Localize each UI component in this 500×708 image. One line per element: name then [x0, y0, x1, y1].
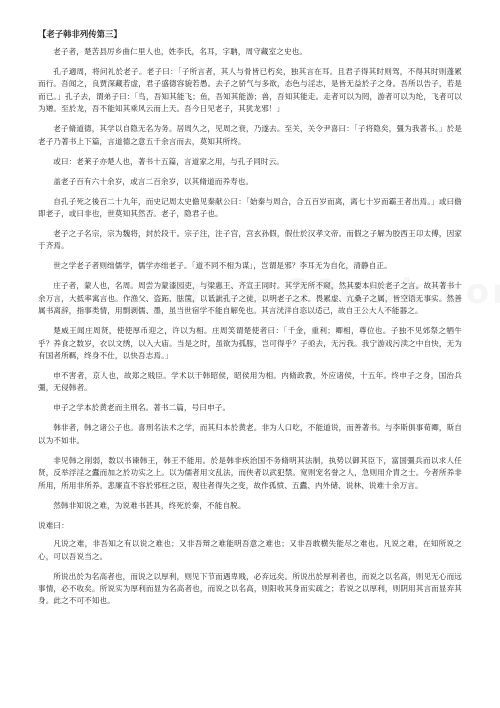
paragraph: 庄子者，蒙人也，名周。周尝为蒙漆园吏，与梁惠王、齐宣王同时。其学无所不窥，然其要本归於老子之言。故其著书十余万言，大抵率寓言也。作渔父、盗跖、胠箧，以诋訿孔子之徒，以明老子之术。畏累虚、亢桑子之属，皆空语无事实。然善属书离辞，指事类情，用剽剥儒、墨，虽当世宿学不能自解免也。其言洸洋自恣以适己，故自王公大人不能器之。: [38, 281, 462, 316]
paragraph: 盖老子百有六十余岁，或言二百余岁，以其脩道而养寿也。: [53, 176, 254, 186]
paragraph: 自孔子死之後百二十九年，而史记周太史儋见秦献公曰：「始秦与周合，合五百岁而离，离七十岁而霸王者出焉。」或曰儋即老子，或曰非也，世莫知其然否。老子，隐君子也。: [38, 196, 462, 219]
paragraph: 老子脩道德，其学以自隐无名为务。居周久之，见周之衰，乃遂去。至关，关令尹喜曰：「子将隐矣，彊为我著书。」於是老子乃著书上下篇，言道德之意五千余言而去，莫知其所终。: [38, 124, 462, 146]
paragraph: 孔子適周，将问礼於老子。老子曰：「子所言者，其人与骨皆已朽矣，独其言在耳。且君子得其时则驾，不得其时则蓬累而行。吾闻之，良贾深藏若虚，君子盛德容貌若愚。去子之骄气与多欲，态色与淫志，是皆无益於子之身。吾所以告子，若是而已。」孔子去，谓弟子曰：「鸟，吾知其能飞；鱼，吾知其能游；兽，吾知其能走。走者可以为罔，游者可以为纶，飞者可以为矰。至於龙，吾不能知其乘风云而上天。吾今日见老子，其犹龙邪！」: [38, 67, 462, 114]
paragraph: 申不害者，京人也，故郑之贱臣。学术以干韩昭侯，昭侯用为相。内脩政教，外应诸侯，十五年。终申子之身，国治兵彊，无侵韩者。: [38, 371, 462, 393]
document-body: [38, 46, 462, 608]
paragraph: 然韩非知说之难，为说难书甚具，终死於秦，不能自脱。: [53, 500, 246, 510]
paragraph: 老子之子名宗，宗为魏将，封於段干。宗子注，注子宫，宫玄孙假，假仕於汉孝文帝。而假之子解为胶西王卬太傅，因家于齐焉。: [38, 229, 462, 251]
paragraph: 所说出於为名高者也，而说之以厚利，则见下节而遇卑贱，必弃远矣。所说出於厚利者也，而说之以名高，则见无心而远事情，必不收矣。所说实为厚利而显为名高者也，而说之以名高，则阳收其身而实疏之；若说之以厚利，则阴用其言而显弃其身。此之不可不知也。: [38, 571, 462, 606]
paragraph: 楚威王闻庄周贤，使使厚币迎之，许以为相。庄周笑谓楚使者曰：「千金，重利；卿相，尊位也。子独不见郊祭之牺牛乎？养食之数岁，衣以文绣，以入大庙。当是之时，虽欲为孤豚，岂可得乎？子亟去，无污我。我宁游戏污渎之中自快，无为有国者所羁，终身不仕，以快吾志焉。」: [38, 326, 462, 361]
paragraph: 凡说之难，非吾知之有以说之难也；又非吾辩之难能明吾意之难也；又非吾敢横失能尽之难也。凡说之难，在知所说之心，可以吾说当之。: [38, 539, 462, 561]
paragraph: 韩非者，韩之诸公子也。喜刑名法术之学，而其归本於黄老。非为人口吃，不能道说，而善著书。与李斯俱事荀卿，斯自以为不如非。: [38, 423, 462, 445]
paragraph: 世之学老子者则绌儒学，儒学亦绌老子。「道不同不相为谋」，岂谓是邪？李耳无为自化，清静自正。: [53, 261, 392, 271]
paragraph: 非见韩之削弱，数以书谏韩王，韩王不能用。於是韩非疾治国不务脩明其法制，执势以御其臣下，富国彊兵而以求人任贤，反举浮淫之蠹而加之於功实之上。以为儒者用文乱法，而侠者以武犯禁。宽则宠名誉之人，急则用介胄之士。今者所养非所用，所用非所养。悲廉直不容於邪枉之臣，观往者得失之变，故作孤愤、五蠹、内外储、说林、说难十余万言。: [38, 455, 462, 490]
paragraph: 或曰：老莱子亦楚人也，著书十五篇，言道家之用，与孔子同时云。: [53, 156, 284, 166]
section-heading: 说难曰：: [38, 520, 69, 530]
document-title: 【老子韩非列传第三】: [38, 29, 122, 39]
paragraph: 申子之学本於黄老而主刑名。著书二篇，号曰申子。: [53, 403, 231, 413]
paragraph: 老子者，楚苦县厉乡曲仁里人也，姓李氏，名耳，字聃，周守藏室之史也。: [53, 47, 308, 56]
